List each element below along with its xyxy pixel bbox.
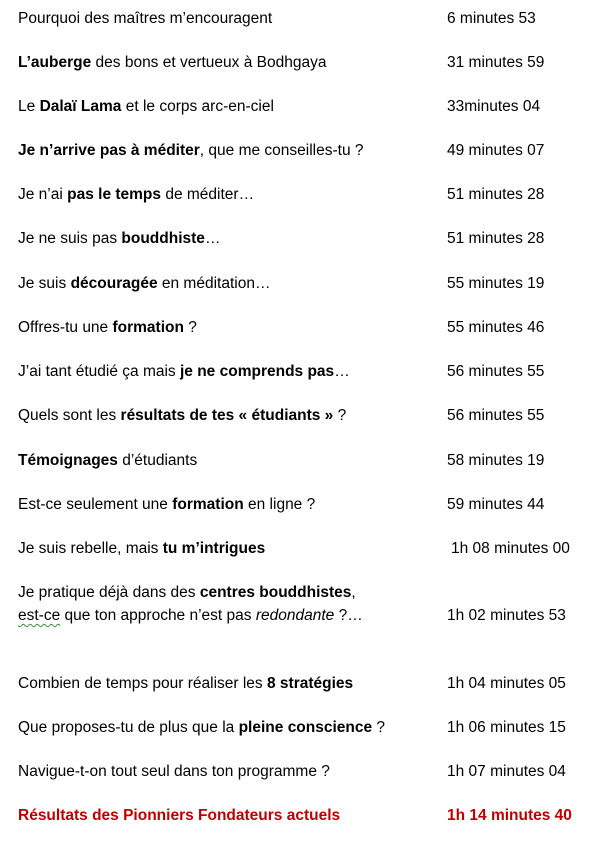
timestamp: 1h 07 minutes 04 [447,763,566,780]
topic-text: Je suis découragée en méditation… [18,275,271,292]
list-item [0,316,595,340]
timestamp: 1h 02 minutes 53 [447,607,566,624]
list-item [0,716,595,740]
timestamp: 59 minutes 44 [447,496,545,513]
list-item [0,449,595,473]
list-item [0,493,595,517]
topic-text: Témoignages d’étudiants [18,452,198,469]
topic-line-2: est-ce que ton approche n’est pas redondante ?… [18,607,363,624]
topic-text: Je n’ai pas le temps de méditer… [18,186,255,203]
timestamp: 55 minutes 19 [447,275,545,292]
topic-text: J’ai tant étudié ça mais je ne comprends pas… [18,363,350,380]
topic-text: Combien de temps pour réaliser les 8 stratégies [18,675,354,692]
list-item [0,7,595,31]
topic-text: Que proposes-tu de plus que la pleine conscience ? [18,719,386,736]
list-item [0,95,595,119]
timestamp: 33minutes 04 [447,98,541,115]
list-item [0,672,595,696]
timestamp: 1h 06 minutes 15 [447,719,566,736]
topic-text: L’auberge des bons et vertueux à Bodhgaya [18,54,327,71]
list-item [0,537,595,561]
timestamp: 51 minutes 28 [447,230,545,247]
topic-text: Quels sont les résultats de tes « étudiants » ? [18,407,347,424]
spellcheck-underline: est-ce [18,607,61,624]
topic-text: Le Dalaï Lama et le corps arc-en-ciel [18,98,274,115]
list-item [0,227,595,251]
timestamp: 6 minutes 53 [447,10,536,27]
list-item [0,760,595,784]
list-item [0,360,595,384]
timestamp: 56 minutes 55 [447,363,545,380]
timestamp: 55 minutes 46 [447,319,545,336]
timestamp: 1h 04 minutes 05 [447,675,566,692]
list-item [0,581,595,627]
topic-text: Navigue-t-on tout seul dans ton programme ? [18,763,330,780]
timestamp: 1h 08 minutes 00 [451,540,570,557]
list-item [0,272,595,296]
timestamp: 58 minutes 19 [447,452,545,469]
final-list-item [0,804,595,828]
list-item [0,51,595,75]
list-item [0,139,595,163]
topic-text: Pourquoi des maîtres m’encouragent [18,10,273,27]
topic-text: Est-ce seulement une formation en ligne ? [18,496,316,513]
timestamp: 49 minutes 07 [447,142,545,159]
topic-text-highlight: Résultats des Pionniers Fondateurs actuels [18,807,341,824]
topic-text: Je n’arrive pas à méditer, que me conseilles-tu ? [18,142,364,159]
topic-text: Je suis rebelle, mais tu m’intrigues [18,540,266,557]
topic-text [18,581,363,627]
list-item [0,183,595,207]
list-item [0,404,595,428]
timestamp: 51 minutes 28 [447,186,545,203]
timestamp: 56 minutes 55 [447,407,545,424]
topic-line-1: Je pratique déjà dans des centres bouddhistes, [18,584,356,601]
timestamp-highlight: 1h 14 minutes 40 [447,807,572,824]
topic-text: Je ne suis pas bouddhiste… [18,230,221,247]
topic-text: Offres-tu une formation ? [18,319,197,336]
timestamp: 31 minutes 59 [447,54,545,71]
